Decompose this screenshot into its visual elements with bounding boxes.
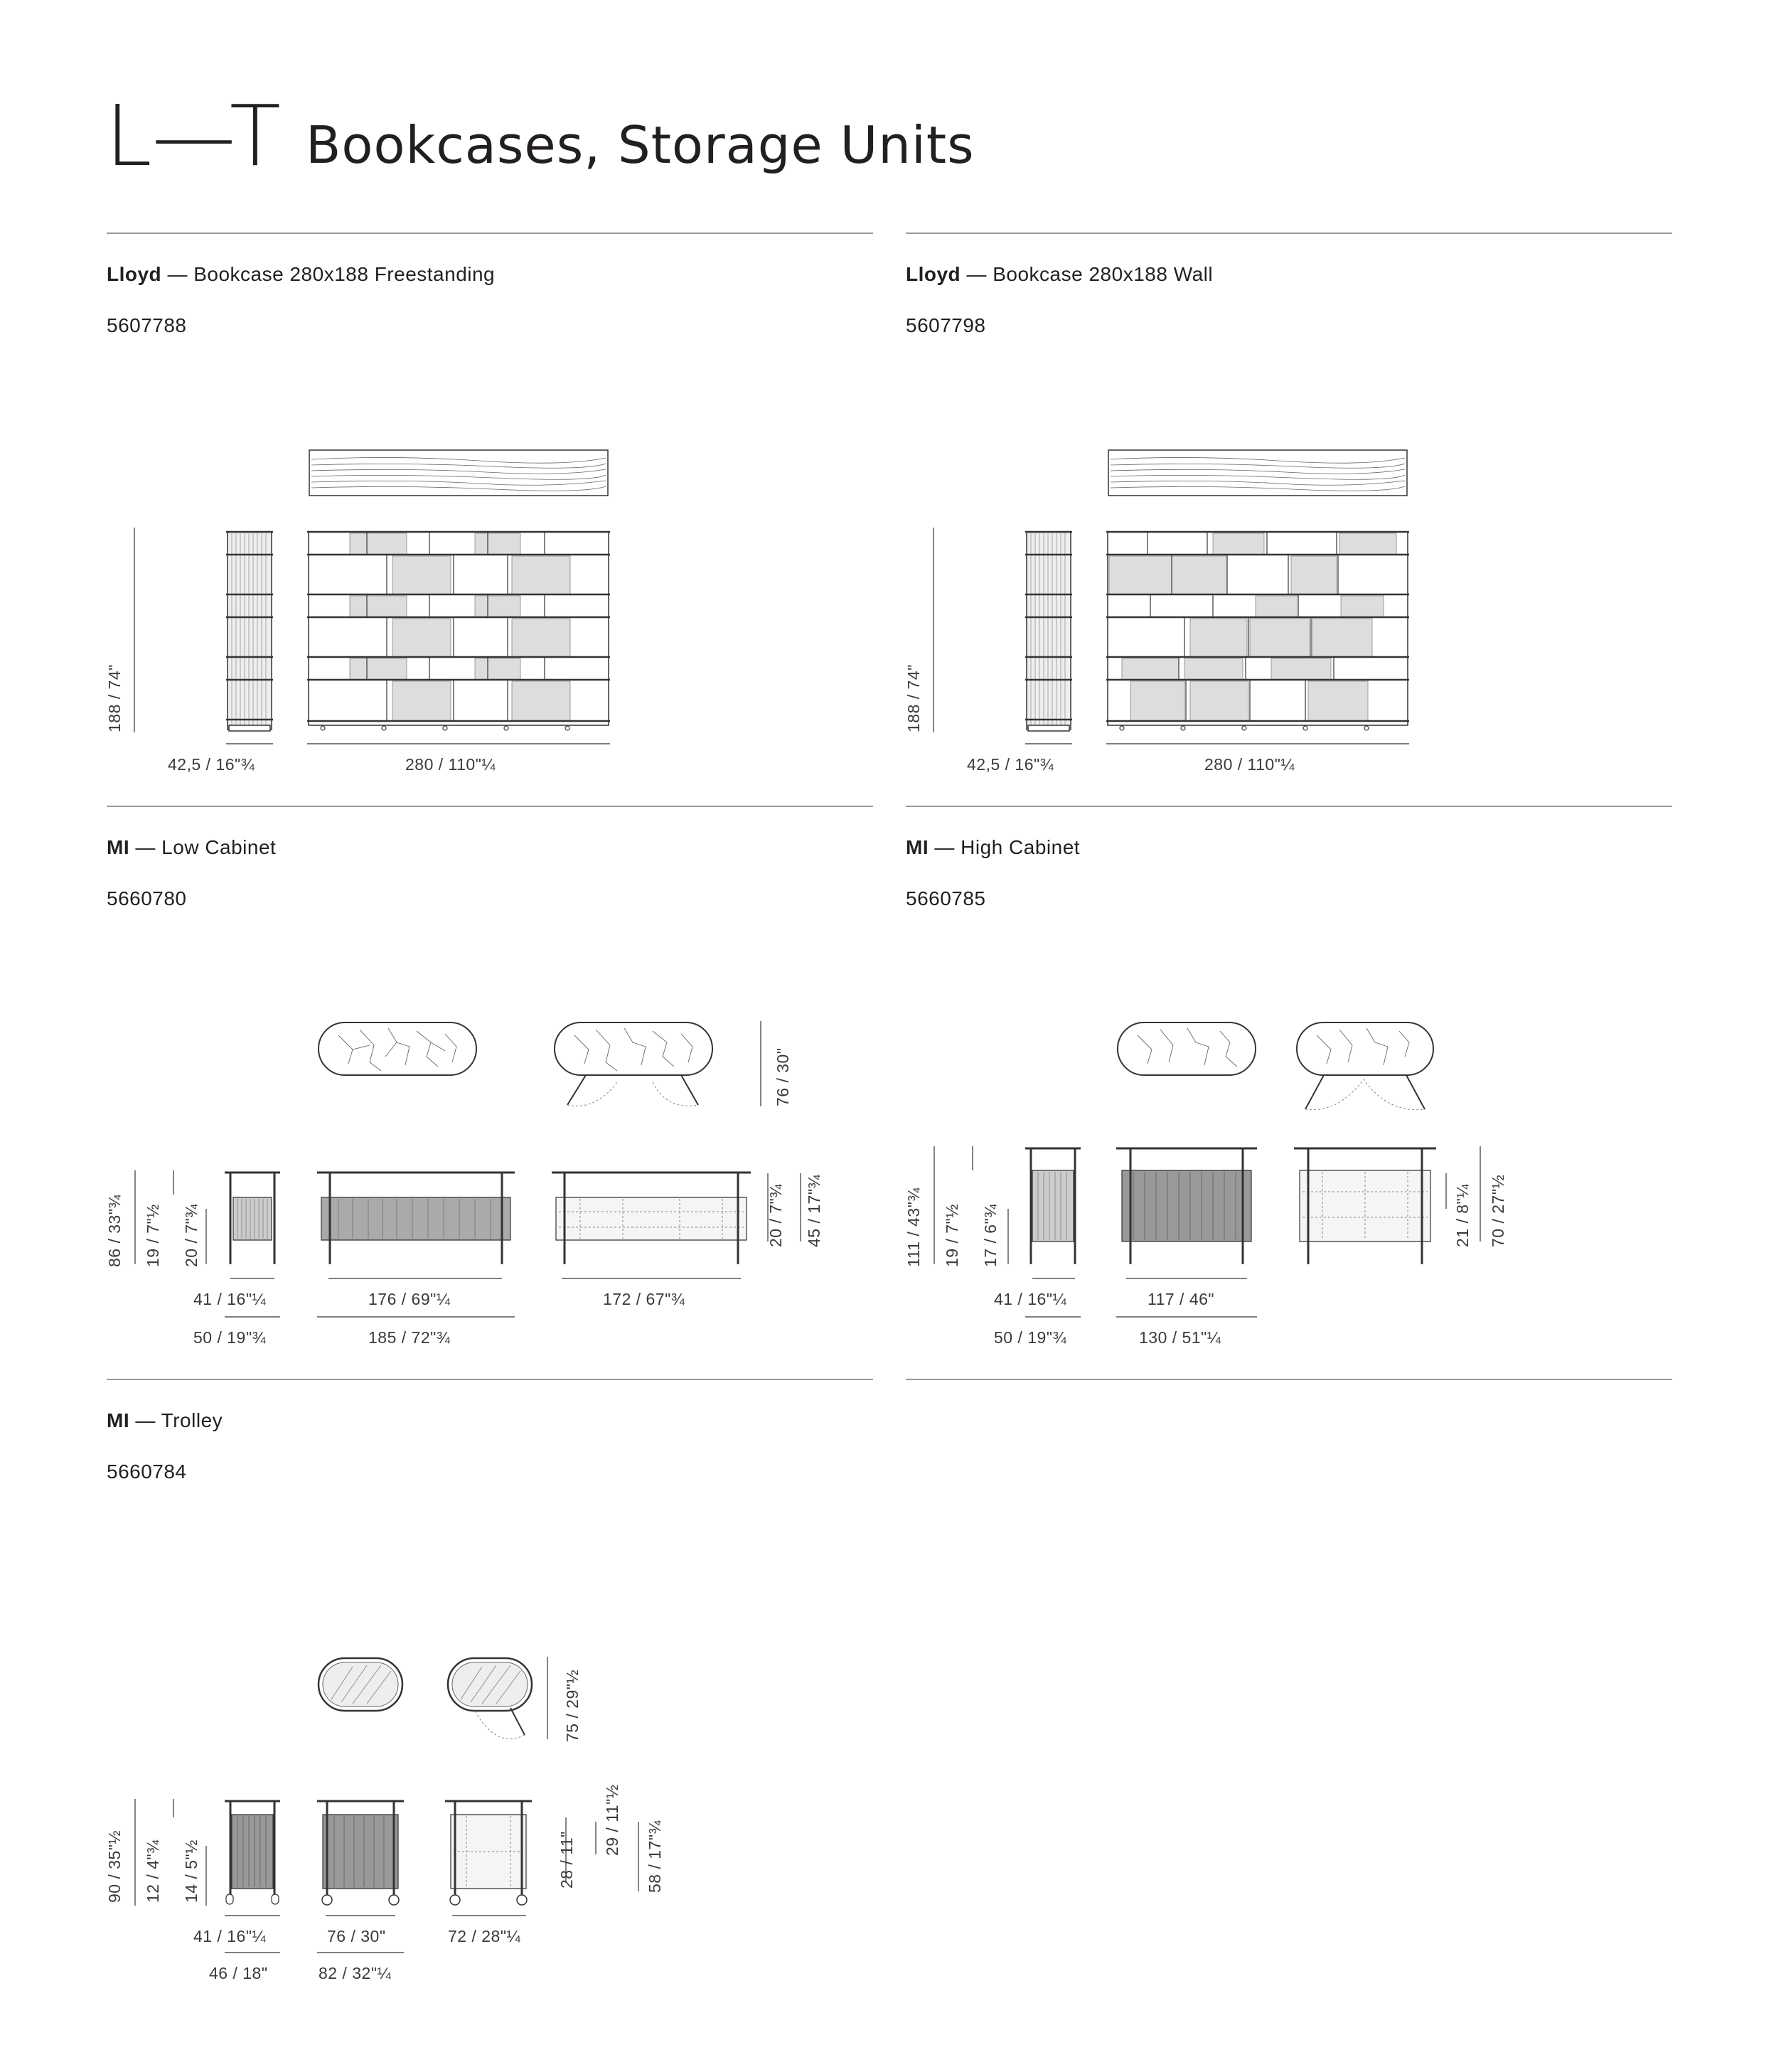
open-depth-dimension: 75 / 29"½ [563,1669,582,1742]
depth-outer-dimension: 46 / 18" [209,1964,268,1982]
shelf-height-dimension: 28 / 11" [557,1831,576,1889]
shelf-height-dimension: 29 / 11"½ [603,1784,621,1856]
base-height-dimension: 14 / 5"½ [182,1839,200,1903]
product-title: Lloyd — Bookcase 280x188 Wall [906,263,1214,285]
page-title: Bookcases, Storage Units [306,115,975,175]
product-code: 5607798 [906,314,986,336]
product-description: High Cabinet [961,836,1081,858]
product-code: 5660785 [906,887,986,909]
base-height-dimension: 17 / 6"¾ [981,1204,1000,1267]
product-name: MI [107,1409,130,1431]
base-height-dimension: 20 / 7"¾ [182,1204,200,1267]
width-inner-dimension: 76 / 30" [327,1927,386,1945]
product-title: MI — High Cabinet [906,836,1081,858]
product-code: 5660780 [107,887,187,909]
product-name: Lloyd [906,263,961,285]
width-dimension: 280 / 110"¼ [405,755,496,774]
product-title: Lloyd — Bookcase 280x188 Freestanding [107,263,496,285]
width-side-dimension: 72 / 28"¼ [448,1927,521,1945]
product-title: MI — Low Cabinet [107,836,277,858]
height-dimension: 188 / 74" [904,664,923,732]
product-description: Trolley [161,1409,223,1431]
top-height-dimension: 12 / 4"¾ [144,1839,162,1903]
depth-outer-dimension: 50 / 19"¾ [994,1328,1067,1347]
shelf-height-dimension: 21 / 8"¼ [1453,1184,1472,1247]
product-title: MI — Trolley [107,1409,223,1431]
width-outer-dimension: 130 / 51"¼ [1139,1328,1221,1347]
total-height-dimension: 111 / 43"¾ [904,1187,923,1267]
width-dimension: 280 / 110"¼ [1204,755,1295,774]
product-description: Bookcase 280x188 Wall [993,263,1214,285]
depth-inner-dimension: 41 / 16"¼ [193,1290,267,1308]
width-open-dimension: 172 / 67"¾ [603,1290,685,1308]
leg-height-dimension: 19 / 7"½ [144,1204,162,1267]
product-code: 5607788 [107,314,187,336]
open-depth-dimension: 76 / 30" [774,1047,792,1106]
leg-height-dimension: 19 / 7"½ [943,1204,961,1267]
product-description: Low Cabinet [161,836,277,858]
product-description: Bookcase 280x188 Freestanding [193,263,496,285]
product-name: MI [107,836,130,858]
depth-dimension: 42,5 / 16"¾ [967,755,1054,774]
page-section-letters: L—T [105,87,282,185]
width-inner-dimension: 117 / 46" [1148,1290,1215,1308]
shelf-height-dimension: 20 / 7"¾ [766,1184,785,1247]
shelf-height-dimension: 58 / 17"¾ [646,1820,664,1893]
shelf-height-dimension: 45 / 17"¾ [805,1174,823,1247]
width-outer-dimension: 82 / 32"¼ [319,1964,392,1982]
product-name: Lloyd [107,263,162,285]
total-height-dimension: 90 / 35"½ [105,1830,124,1903]
width-inner-dimension: 176 / 69"¼ [368,1290,451,1308]
depth-dimension: 42,5 / 16"¾ [168,755,255,774]
total-height-dimension: 86 / 33"¾ [105,1194,124,1267]
height-dimension: 188 / 74" [105,664,124,732]
width-outer-dimension: 185 / 72"¾ [368,1328,451,1347]
depth-outer-dimension: 50 / 19"¾ [193,1328,267,1347]
product-name: MI [906,836,929,858]
shelf-height-dimension: 70 / 27"½ [1489,1174,1507,1247]
depth-inner-dimension: 41 / 16"¼ [994,1290,1067,1308]
product-code: 5660784 [107,1460,187,1483]
depth-inner-dimension: 41 / 16"¼ [193,1927,267,1945]
